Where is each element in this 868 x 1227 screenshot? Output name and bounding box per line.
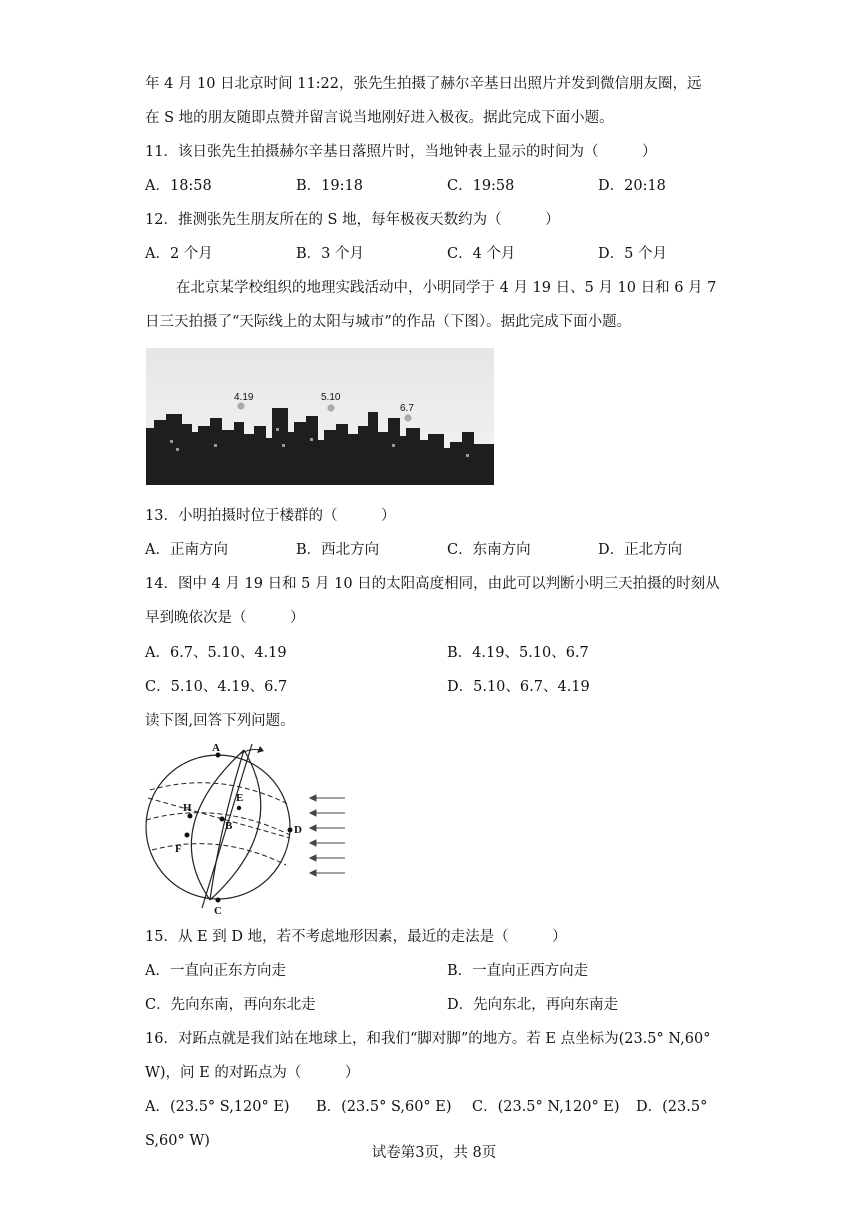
question-16-stem: W)，问 E 的对跖点为（ ） [145,1065,360,1081]
q11-option-b: B．19:18 [296,178,363,194]
sun-marker [327,404,334,411]
q13-option-d: D．正北方向 [598,542,683,558]
question-12-stem: 12．推测张先生朋友所在的 S 地，每年极夜天数约为（ ） [145,212,560,228]
passage-line: 在北京某学校组织的地理实践活动中，小明同学于 4 月 19 日、5 月 10 日和 6 月 7 [176,280,717,296]
q12-option-c: C．4 个月 [447,246,516,262]
q13-option-a: A．正南方向 [145,542,228,558]
photo-label: 6.7 [400,403,414,414]
q15-option-b: B．一直向正西方向走 [447,963,589,979]
q12-option-a: A．2 个月 [145,246,213,262]
q14-option-c: C．5.10、4.19、6.7 [145,679,288,695]
globe-label-c: C [214,905,222,915]
q11-option-d: D．20:18 [598,178,666,194]
globe-label-h: H [183,802,192,814]
q11-option-a: A．18:58 [145,178,212,194]
q16-option-d: D．(23.5° [636,1099,708,1115]
question-13-stem: 13．小明拍摄时位于楼群的（ ） [145,508,396,524]
globe-label-a: A [212,742,220,754]
sun-marker [404,414,411,421]
question-14-stem: 14．图中 4 月 19 日和 5 月 10 日的太阳高度相同，由此可以判断小明三天拍摄的时刻从 [145,576,720,592]
question-15-stem: 15．从 E 到 D 地，若不考虑地形因素，最近的走法是（ ） [145,929,567,945]
q15-option-a: A．一直向正东方向走 [145,963,286,979]
photo-label: 4.19 [234,392,254,403]
q16-option-d-continued: S,60° W) [145,1133,210,1149]
passage-line: 日三天拍摄了“天际线上的太阳与城市”的作品（下图）。据此完成下面小题。 [145,314,632,330]
globe-label-f: F [175,843,182,855]
sun-marker [237,402,244,409]
q12-option-b: B．3 个月 [296,246,364,262]
q13-option-b: B．西北方向 [296,542,380,558]
q16-option-c: C．(23.5° N,120° E) [472,1099,620,1115]
skyline-photo [146,348,494,485]
q14-option-a: A．6.7、5.10、4.19 [145,645,287,661]
passage-line: 年 4 月 10 日北京时间 11:22，张先生拍摄了赫尔辛基日出照片并发到微信朋友圈，远 [145,76,702,92]
q16-option-b: B．(23.5° S,60° E) [316,1099,452,1115]
q15-option-d: D．先向东北，再向东南走 [447,997,619,1013]
question-14-stem: 早到晚依次是（ ） [145,610,305,626]
globe-label-d: D [294,824,302,836]
q11-option-c: C．19:58 [447,178,515,194]
q16-option-a: A．(23.5° S,120° E) [145,1099,290,1115]
page-footer: 试卷第3页，共 8页 [371,1145,497,1161]
q14-option-b: B．4.19、5.10、6.7 [447,645,589,661]
globe-diagram [140,740,360,915]
globe-label-b: B [225,820,233,832]
q14-option-d: D．5.10、6.7、4.19 [447,679,590,695]
q13-option-c: C．东南方向 [447,542,531,558]
passage-line: 在 S 地的朋友随即点赞并留言说当地刚好进入极夜。据此完成下面小题。 [145,110,614,126]
photo-label: 5.10 [321,392,341,403]
q12-option-d: D．5 个月 [598,246,667,262]
question-16-stem: 16．对跖点就是我们站在地球上，和我们“脚对脚”的地方。若 E 点坐标为(23.5° N,60° [145,1031,711,1047]
read-prompt: 读下图,回答下列问题。 [145,713,295,729]
globe-label-e: E [236,792,244,804]
question-11-stem: 11．该日张先生拍摄赫尔辛基日落照片时，当地钟表上显示的时间为（ ） [145,144,657,160]
q15-option-c: C．先向东南，再向东北走 [145,997,316,1013]
